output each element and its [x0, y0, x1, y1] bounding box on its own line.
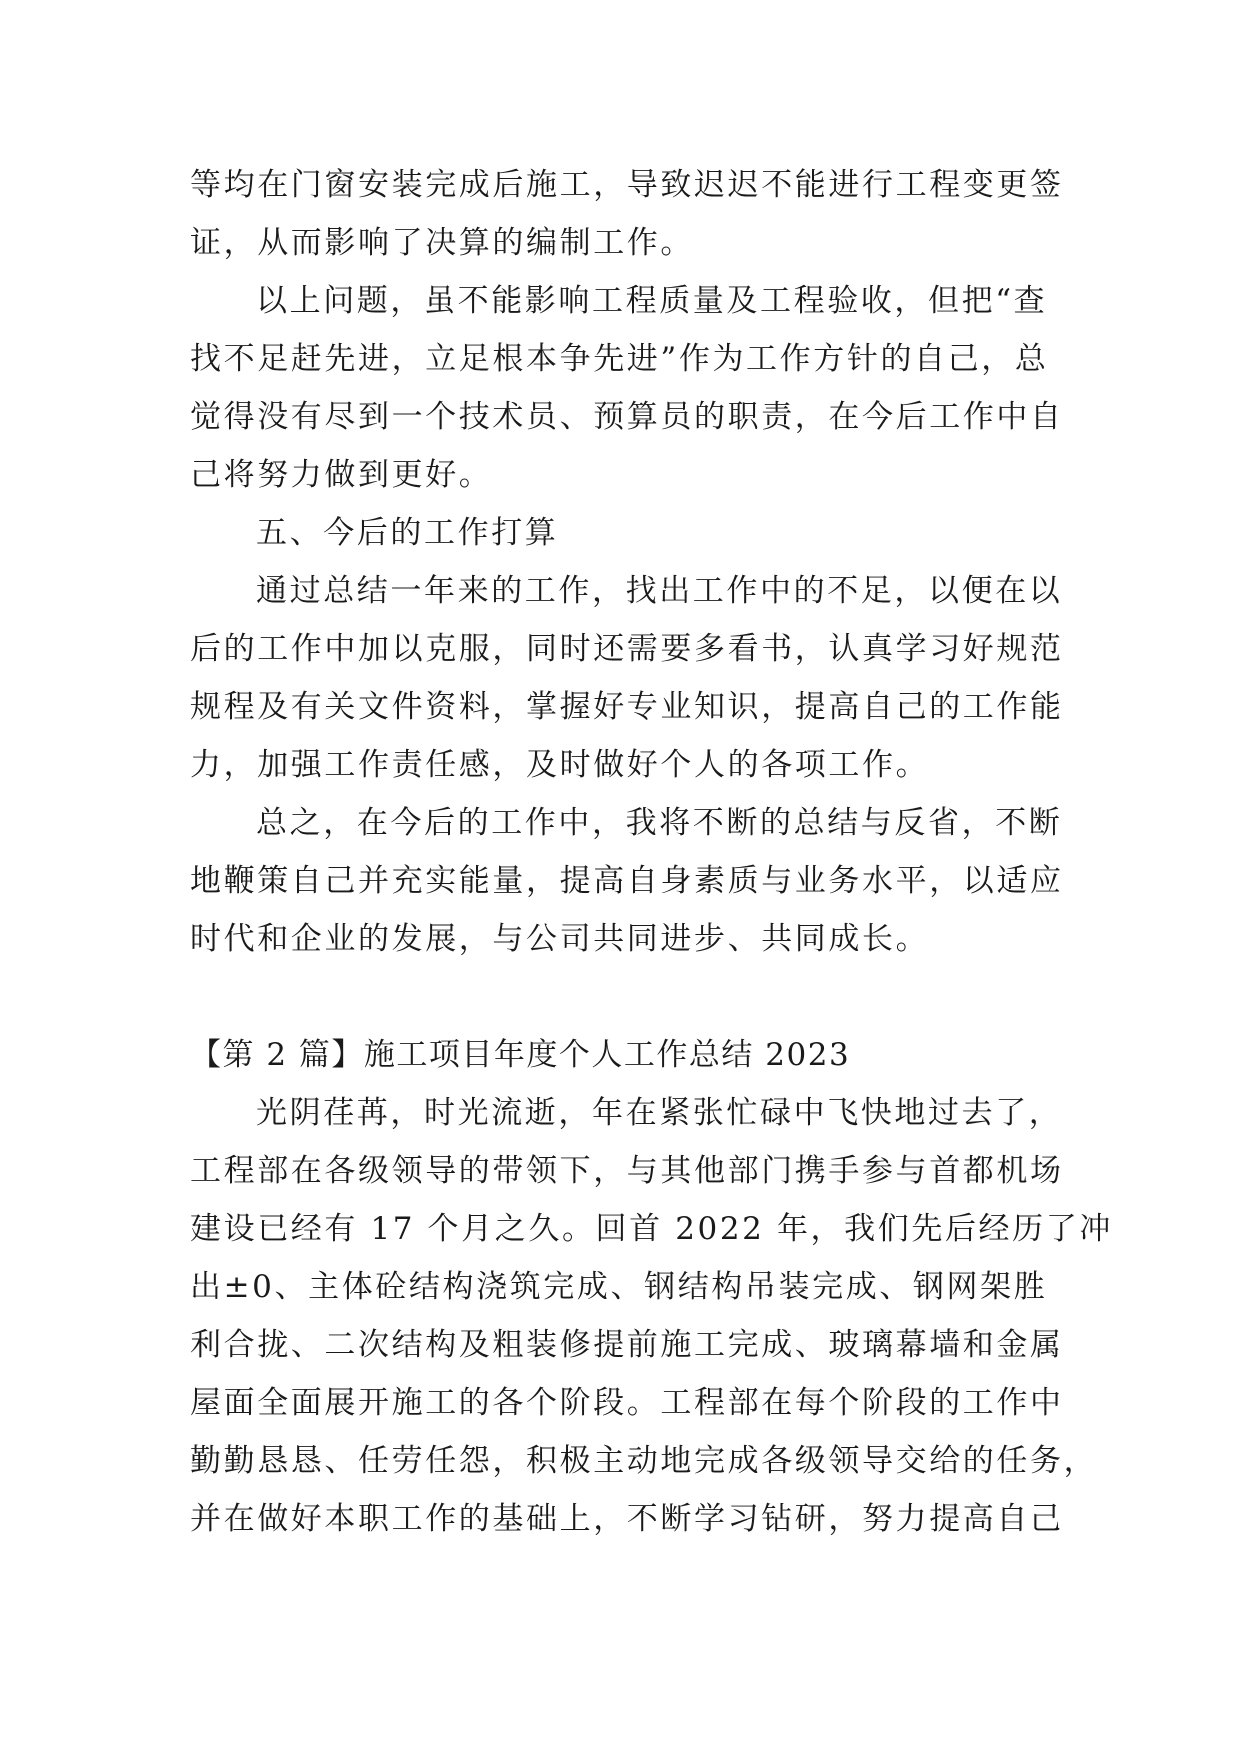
paragraph-line: 证，从而影响了决算的编制工作。	[190, 225, 694, 261]
paragraph-line: 工程部在各级领导的带领下，与其他部门携手参与首都机场	[190, 1153, 1064, 1189]
paragraph-line: 通过总结一年来的工作，找出工作中的不足，以便在以	[256, 573, 1063, 609]
paragraph-line: 建设已经有 17 个月之久。回首 2022 年，我们先后经历了冲	[190, 1211, 1113, 1247]
paragraph-line: 出±0、主体砼结构浇筑完成、钢结构吊装完成、钢网架胜	[190, 1269, 1048, 1305]
article-title: 【第 2 篇】施工项目年度个人工作总结 2023	[190, 1037, 851, 1073]
paragraph-line: 力，加强工作责任感，及时做好个人的各项工作。	[190, 747, 930, 783]
paragraph-line: 总之，在今后的工作中，我将不断的总结与反省，不断	[256, 805, 1063, 841]
paragraph-line: 时代和企业的发展，与公司共同进步、共同成长。	[190, 921, 930, 957]
paragraph-line: 地鞭策自己并充实能量，提高自身素质与业务水平，以适应	[190, 863, 1064, 899]
paragraph-line: 以上问题，虽不能影响工程质量及工程验收，但把“查	[256, 283, 1048, 319]
paragraph-line: 光阴荏苒，时光流逝，年在紧张忙碌中飞快地过去了，	[256, 1095, 1063, 1131]
paragraph-line: 己将努力做到更好。	[190, 457, 493, 493]
paragraph-line: 勤勤恳恳、任劳任怨，积极主动地完成各级领导交给的任务，	[190, 1443, 1098, 1479]
paragraph-line: 等均在门窗安装完成后施工，导致迟迟不能进行工程变更签	[190, 167, 1064, 203]
paragraph-line: 规程及有关文件资料，掌握好专业知识，提高自己的工作能	[190, 689, 1064, 725]
paragraph-line: 屋面全面展开施工的各个阶段。工程部在每个阶段的工作中	[190, 1385, 1064, 1421]
paragraph-line: 觉得没有尽到一个技术员、预算员的职责，在今后工作中自	[190, 399, 1064, 435]
section-heading: 五、今后的工作打算	[256, 515, 559, 551]
paragraph-line: 后的工作中加以克服，同时还需要多看书，认真学习好规范	[190, 631, 1064, 667]
paragraph-line: 找不足赶先进，立足根本争先进”作为工作方针的自己，总	[190, 341, 1049, 377]
paragraph-line: 并在做好本职工作的基础上，不断学习钻研，努力提高自己	[190, 1501, 1064, 1537]
paragraph-line: 利合拢、二次结构及粗装修提前施工完成、玻璃幕墙和金属	[190, 1327, 1064, 1363]
